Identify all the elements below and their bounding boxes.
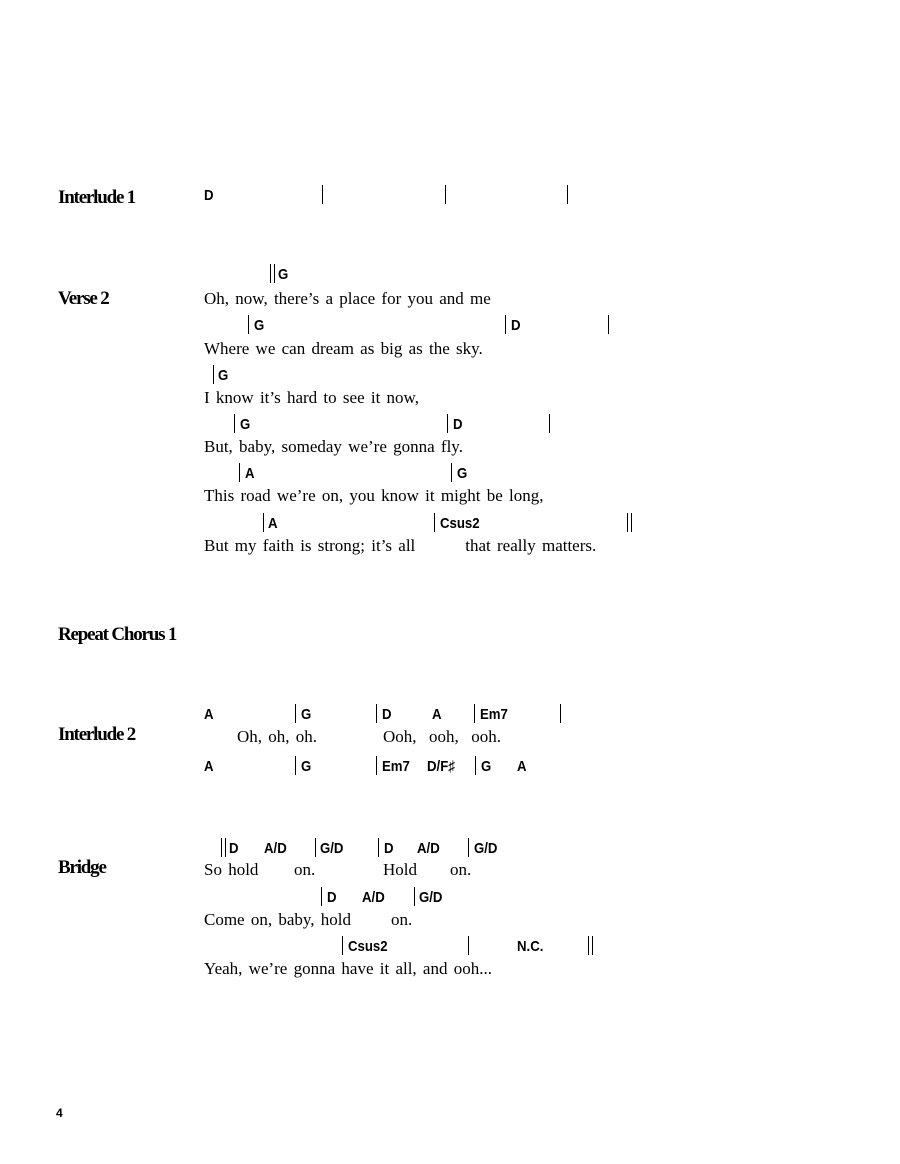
- chord: D: [327, 889, 337, 906]
- bar-line: [447, 414, 448, 433]
- lyric-line: This road we’re on, you know it might be long,: [204, 486, 544, 505]
- lyric-line: Oh, now, there’s a place for you and me: [204, 289, 491, 308]
- chord: A: [204, 758, 214, 775]
- bar-line: [213, 365, 214, 384]
- double-bar-line: [588, 936, 593, 955]
- section-title-interlude-1: Interlude 1: [58, 187, 136, 208]
- chord: D: [453, 416, 463, 433]
- bar-line: [295, 756, 296, 775]
- bar-line: [414, 887, 415, 906]
- bar-line: [505, 315, 506, 334]
- lyric-line: Yeah, we’re gonna have it all, and ooh...: [204, 959, 492, 978]
- chord: A: [517, 758, 527, 775]
- bar-line: [468, 936, 469, 955]
- chord: D: [382, 706, 392, 723]
- lyric-line: on.: [294, 860, 316, 879]
- chord: D: [384, 840, 394, 857]
- bar-line: [322, 185, 323, 204]
- bar-line: [560, 704, 561, 723]
- bar-line: [445, 185, 446, 204]
- double-bar-line: [221, 838, 226, 857]
- chord: D: [229, 840, 239, 857]
- chord: G: [457, 465, 468, 482]
- page-number: 4: [56, 1106, 63, 1120]
- chord: Csus2: [348, 938, 388, 955]
- lyric-line: on.: [391, 910, 413, 929]
- chord: G: [254, 317, 265, 334]
- bar-line: [468, 838, 469, 857]
- bar-line: [342, 936, 343, 955]
- lyric-line: Ooh, ooh, ooh.: [383, 727, 502, 746]
- section-title-repeat-chorus: Repeat Chorus 1: [58, 624, 177, 645]
- double-bar-line: [627, 513, 632, 532]
- bar-line: [263, 513, 264, 532]
- bar-line: [567, 185, 568, 204]
- bar-line: [295, 704, 296, 723]
- bar-line: [321, 887, 322, 906]
- bar-line: [475, 756, 476, 775]
- chord: G: [278, 266, 289, 283]
- chord: D/F♯: [427, 758, 455, 775]
- chord: Em7: [382, 758, 410, 775]
- lyric-line: Where we can dream as big as the sky.: [204, 339, 483, 358]
- lyric-line: Oh, oh, oh.: [237, 727, 318, 746]
- lyric-line: on.: [450, 860, 472, 879]
- section-title-verse-2: Verse 2: [58, 288, 109, 309]
- bar-line: [376, 704, 377, 723]
- lyric-line: But, baby, someday we’re gonna fly.: [204, 437, 463, 456]
- chord: A: [245, 465, 255, 482]
- chord: G: [301, 706, 312, 723]
- bar-line: [239, 463, 240, 482]
- chord: A/D: [264, 840, 287, 857]
- chord: A/D: [362, 889, 385, 906]
- chord: G/D: [419, 889, 443, 906]
- lyric-line: But my faith is strong; it’s all that really matters.: [204, 536, 597, 555]
- chord: A: [432, 706, 442, 723]
- section-title-interlude-2: Interlude 2: [58, 724, 136, 745]
- double-bar-line: [270, 264, 275, 283]
- chord: G: [301, 758, 312, 775]
- lyric-line: So hold: [204, 860, 259, 879]
- bar-line: [234, 414, 235, 433]
- chord: G: [240, 416, 251, 433]
- bar-line: [434, 513, 435, 532]
- chord: D: [511, 317, 521, 334]
- chord: A/D: [417, 840, 440, 857]
- bar-line: [248, 315, 249, 334]
- lyric-line: I know it’s hard to see it now,: [204, 388, 419, 407]
- lyric-line: Hold: [383, 860, 417, 879]
- bar-line: [378, 838, 379, 857]
- chord: G/D: [474, 840, 498, 857]
- bar-line: [608, 315, 609, 334]
- chord: N.C.: [517, 938, 544, 955]
- bar-line: [474, 704, 475, 723]
- bar-line: [376, 756, 377, 775]
- bar-line: [549, 414, 550, 433]
- chord: A: [268, 515, 278, 532]
- chord: D: [204, 187, 214, 204]
- chord: A: [204, 706, 214, 723]
- chord: G: [481, 758, 492, 775]
- chord: G: [218, 367, 229, 384]
- chord: Csus2: [440, 515, 480, 532]
- lyric-line: Come on, baby, hold: [204, 910, 352, 929]
- chord: G/D: [320, 840, 344, 857]
- bar-line: [315, 838, 316, 857]
- chord: Em7: [480, 706, 508, 723]
- section-title-bridge: Bridge: [58, 857, 106, 878]
- bar-line: [451, 463, 452, 482]
